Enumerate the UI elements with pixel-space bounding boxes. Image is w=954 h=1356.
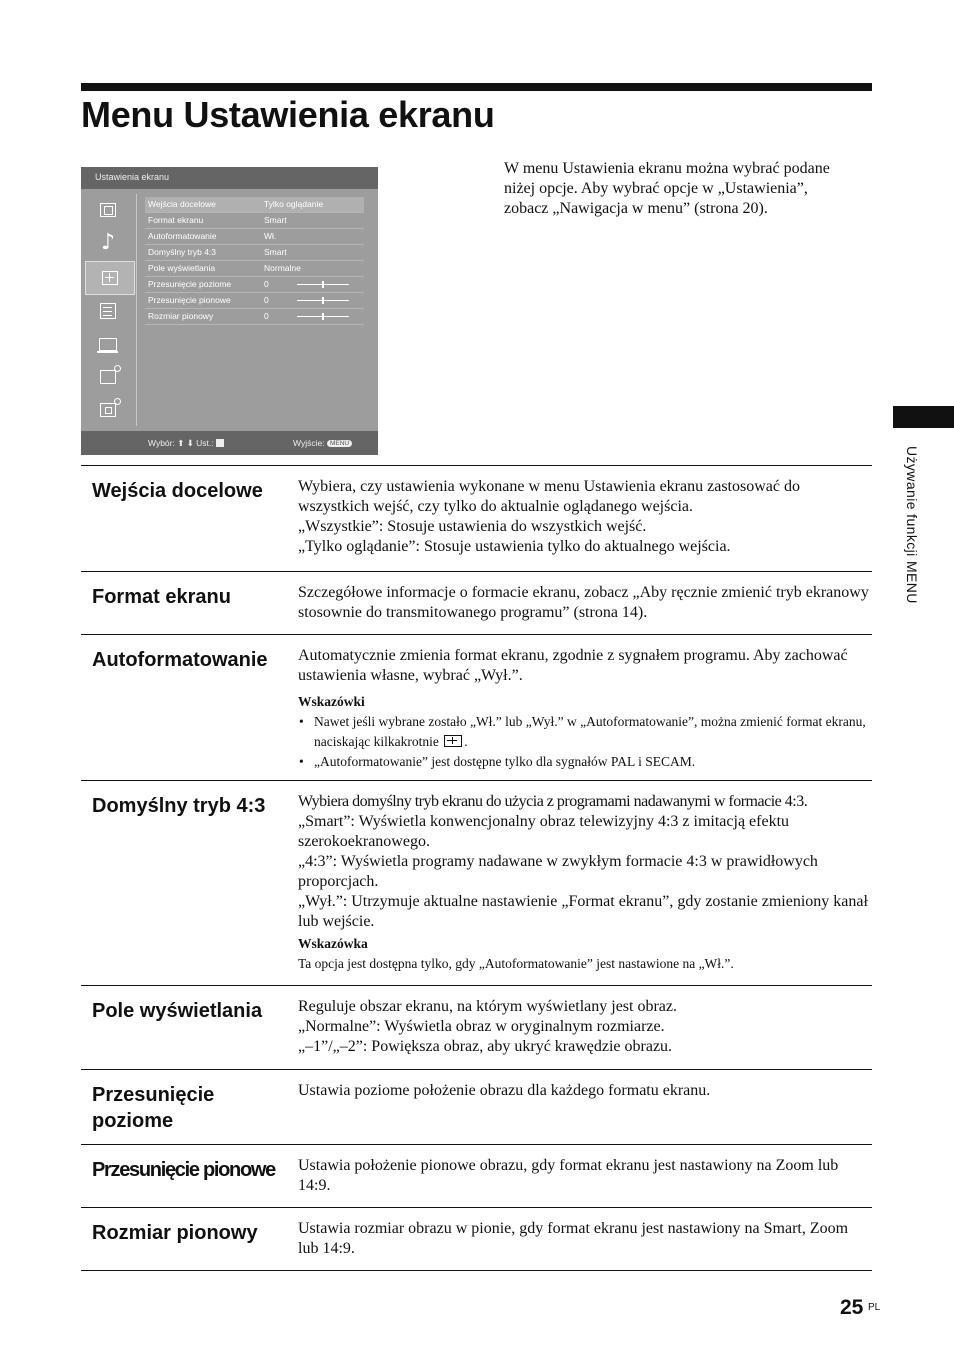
picture-icon[interactable] xyxy=(90,197,126,223)
section-term: Domyślny tryb 4:3 xyxy=(92,795,266,817)
menu-screen-header xyxy=(81,167,378,189)
slider-knob[interactable] xyxy=(322,313,324,320)
section-wejscia-docelowe xyxy=(81,465,872,572)
menu-row[interactable]: Wejścia docelowe Tylko oglądanie xyxy=(145,197,364,213)
footer-select-hint: Wybór: ⬆ ⬇ Ust.: xyxy=(148,438,224,449)
features-icon[interactable] xyxy=(90,298,126,324)
section-definition: Ustawia położenie pionowe obrazu, gdy format ekranu jest nastawiony na Zoom lub 14:9. xyxy=(298,1157,839,1194)
side-tab xyxy=(893,406,954,428)
section-definition: Wybiera, czy ustawienia wykonane w menu Ustawienia ekranu zastosować do wszystkich wejść, czy tylko do aktualnie oglądanego wejścia. „Wszystkie”: Stosuje ustawienia do wszystkich wejść. „Tylko oglądanie”: Stosuje ustawienia tylko do aktualnego wejścia. xyxy=(298,478,800,555)
slider-knob[interactable] xyxy=(322,281,324,288)
hint-bullet: • „Autoformatowanie” jest dostępne tylko dla sygnałów PAL i SECAM. xyxy=(298,752,872,772)
menu-rows xyxy=(145,197,364,325)
section-term: Rozmiar pionowy xyxy=(92,1222,258,1244)
pc-icon[interactable] xyxy=(90,331,126,357)
slider[interactable] xyxy=(297,284,349,285)
slider[interactable] xyxy=(297,316,349,317)
hint-bullet: • Nawet jeśli wybrane zostało „Wł.” lub „Wył.” w „Autoformatowanie”, można zmienić format ekranu, naciskając kilkakrotnie . xyxy=(298,712,872,752)
section-term: Format ekranu xyxy=(92,586,231,608)
page-title: Menu Ustawienia ekranu xyxy=(81,94,495,135)
menu-button-badge: MENU xyxy=(327,440,352,447)
hint-heading: Wskazówka xyxy=(298,936,368,951)
title-rule xyxy=(81,83,872,91)
section-pole-wyswietlania xyxy=(81,985,872,1070)
menu-row[interactable]: Rozmiar pionowy 0 xyxy=(145,309,364,325)
hint-text: Ta opcja jest dostępna tylko, gdy „Autoformatowanie” jest nastawione na „Wł.”. xyxy=(298,956,734,971)
footer-exit-hint: Wyjście: MENU xyxy=(293,438,352,448)
section-term: Autoformatowanie xyxy=(92,649,268,671)
section-przesuniecie-pionowe xyxy=(81,1144,872,1208)
section-definition: Automatycznie zmienia format ekranu, zgodnie z sygnałem programu. Aby zachować ustawienia własne, wybrać „Wył.”. Wskazówki • Nawet jeśli wybrane zostało „Wł.” lub „Wył.” w „Autoformatowanie”, można zmienić format ekranu, naciskając kilkakrotnie . • „Autoformatowanie” jest dostępne tylko dla sygnałów PAL i SECAM. xyxy=(298,646,872,772)
bottom-rule xyxy=(81,1270,872,1271)
section-rozmiar-pionowy xyxy=(81,1207,872,1271)
section-definition: Ustawia rozmiar obrazu w pionie, gdy format ekranu jest nastawiony na Smart, Zoom lub 14:9. xyxy=(298,1220,849,1257)
menu-row[interactable]: Pole wyświetlania Normalne xyxy=(145,261,364,277)
page-language: PL xyxy=(868,1302,881,1313)
section-term: Przesunięcie poziome xyxy=(92,1084,215,1132)
menu-row[interactable]: Przesunięcie pionowe 0 xyxy=(145,293,364,309)
menu-row[interactable]: Domyślny tryb 4:3 Smart xyxy=(145,245,364,261)
section-definition: Reguluje obszar ekranu, na którym wyświetlany jest obraz. „Normalne”: Wyświetla obraz w oryginalnym rozmiarze. „–1”/„–2”: Powiększa obraz, aby ukryć krawędzie obrazu. xyxy=(298,998,677,1055)
section-definition: Ustawia poziome położenie obrazu dla każdego formatu ekranu. xyxy=(298,1082,711,1099)
plus-icon xyxy=(216,439,224,447)
digital-setup-icon[interactable] xyxy=(90,397,126,423)
section-term: Pole wyświetlania xyxy=(92,1000,263,1022)
screen-icon[interactable] xyxy=(85,261,135,295)
slider-knob[interactable] xyxy=(322,297,324,304)
side-section-label: Używanie funkcji MENU xyxy=(904,446,920,604)
section-przesuniecie-poziome xyxy=(81,1069,872,1145)
section-autoformatowanie xyxy=(81,634,872,781)
sound-icon[interactable]: ♪ xyxy=(100,230,116,255)
menu-screen-title: Ustawienia ekranu xyxy=(95,172,170,182)
section-domyslny-tryb xyxy=(81,780,872,986)
menu-screen xyxy=(81,167,378,455)
intro-paragraph: W menu Ustawienia ekranu można wybrać podane niżej opcje. Aby wybrać opcje w „Ustawienia”, zobacz „Nawigacja w menu” (strona 20). xyxy=(504,160,830,217)
menu-icon-column xyxy=(84,194,137,426)
menu-row[interactable]: Autoformatowanie Wł. xyxy=(145,229,364,245)
page-number: 25 xyxy=(840,1296,864,1319)
section-definition: Szczegółowe informacje o formacie ekranu, zobacz „Aby ręcznie zmienić tryb ekranowy stosownie do transmitowanego programu” (strona 14). xyxy=(298,584,869,621)
hint-heading: Wskazówki xyxy=(298,694,365,709)
section-format-ekranu xyxy=(81,571,872,635)
menu-screen-footer xyxy=(81,431,378,455)
menu-row[interactable]: Format ekranu Smart xyxy=(145,213,364,229)
section-definition: Wybiera domyślny tryb ekranu do użycia z programami nadawanymi w formacie 4:3. „Smart”: Wyświetla konwencjonalny obraz telewizyjny 4:3 z imitacją efektu szerokoekranowego. „4:3”: Wyświetla programy nadawane w zwykłym formacie 4:3 w prawidłowych proporcjach. „Wył.”: Utrzymuje aktualne nastawienie „Format ekranu”, gdy zostanie zmieniony kanał lub wejście. Wskazówka Ta opcja jest dostępna tylko, gdy „Autoformatowanie” jest nastawione na „Wł.”. xyxy=(298,792,872,974)
analog-setup-icon[interactable] xyxy=(90,364,126,390)
slider[interactable] xyxy=(297,300,349,301)
wide-mode-icon xyxy=(444,735,462,747)
section-term: Wejścia docelowe xyxy=(92,480,263,502)
section-term: Przesunięcie pionowe xyxy=(92,1159,275,1181)
menu-row[interactable]: Przesunięcie poziome 0 xyxy=(145,277,364,293)
